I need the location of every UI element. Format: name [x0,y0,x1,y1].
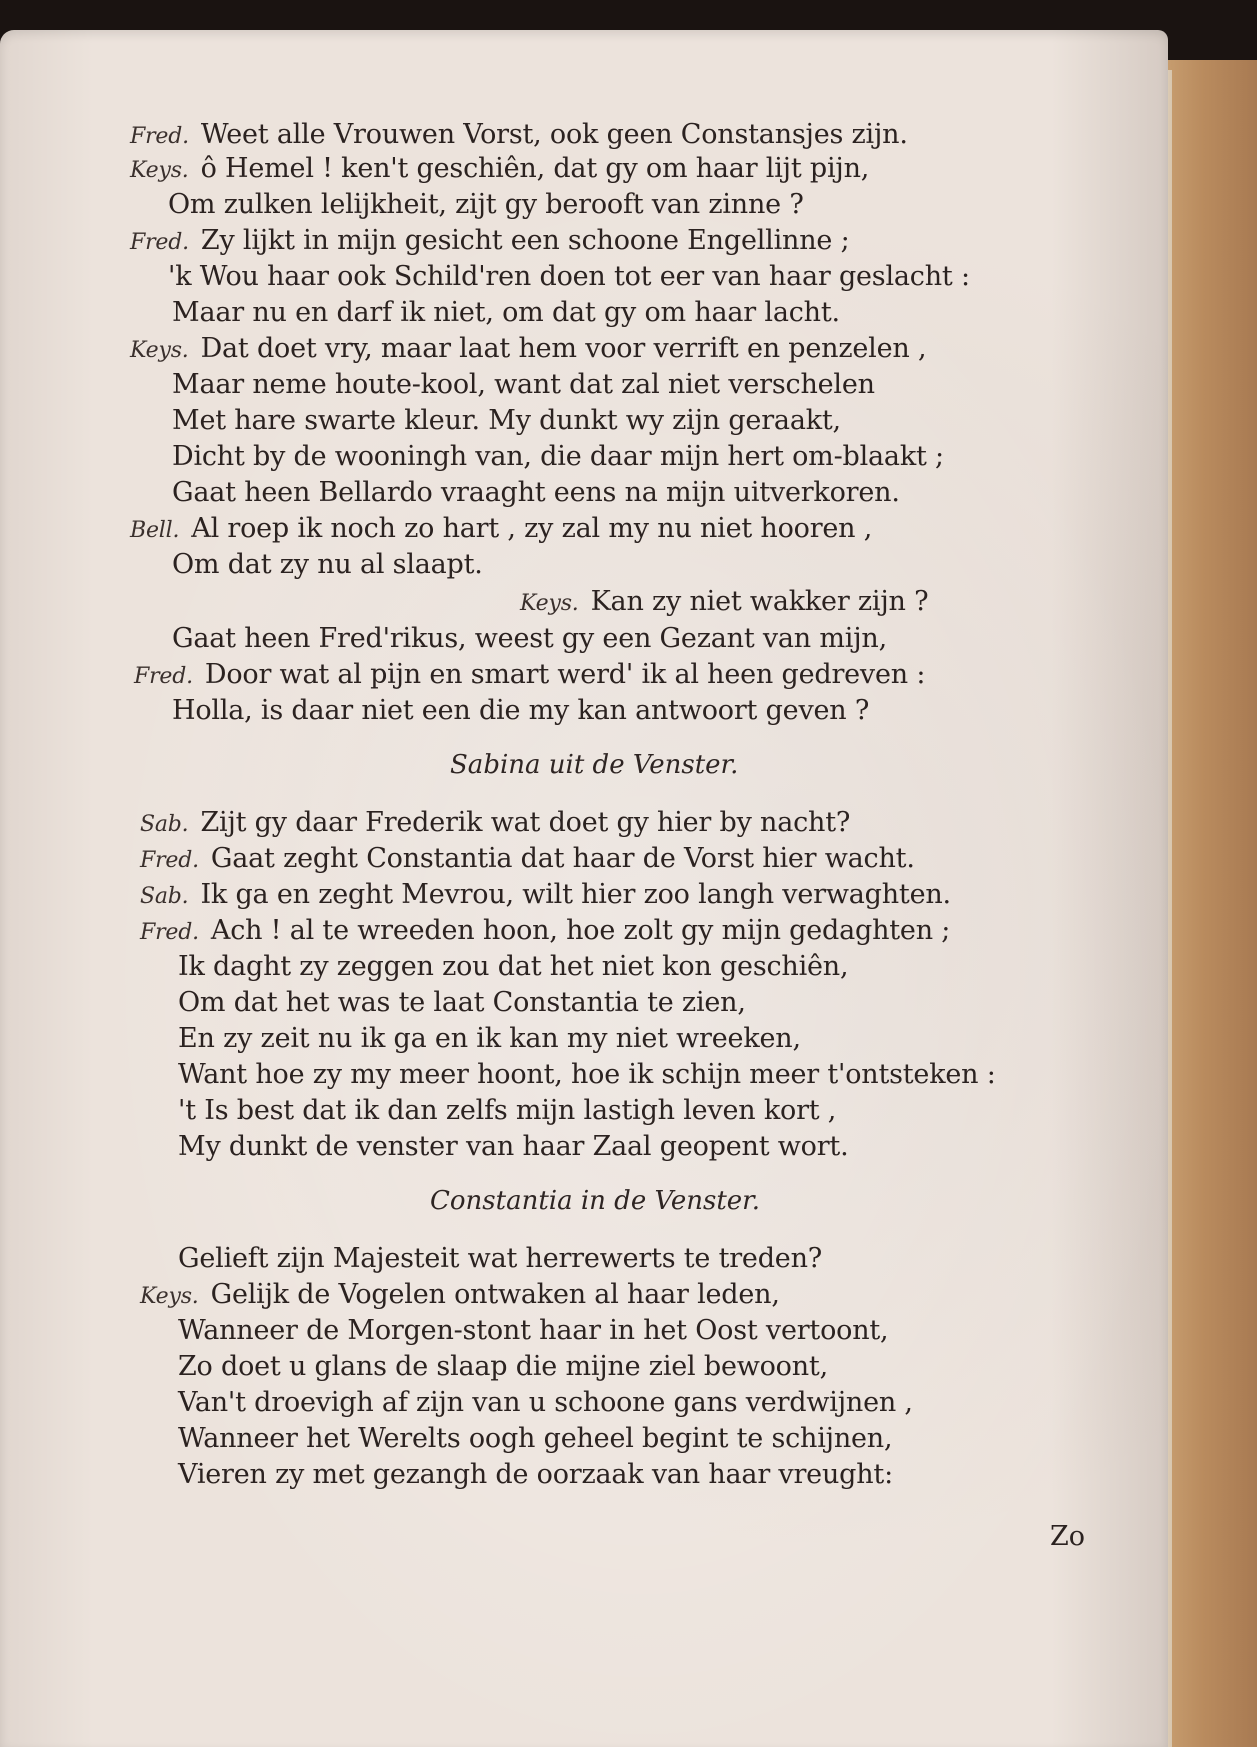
verse-line [130,118,908,154]
line-text: Ach ! al te wreeden hoon, hoe zolt gy mijn gedaghten ; [210,915,951,946]
verse-line [168,260,970,294]
line-text: Wanneer de Morgen-stont haar in het Oost vertoont, [178,1315,889,1346]
line-text: Maar nu en darf ik niet, om dat gy om haar lacht. [172,297,840,328]
line-text: Om zulken lelijkheit, zijt gy berooft van zinne ? [168,189,804,220]
verse-line [178,1242,822,1276]
speaker-label: Fred. [140,848,199,873]
line-text: Dat doet vry, maar laat hem voor verrift en penzelen , [200,333,927,364]
verse-line [172,476,900,510]
verse-line [172,440,944,474]
line-text: Zo doet u glans de slaap die mijne ziel bewoont, [178,1351,828,1382]
verse-line [140,806,850,842]
line-text: Gelijk de Vogelen ontwaken al haar leden, [210,1279,780,1310]
line-text: 't Is best dat ik dan zelfs mijn lastigh leven kort , [178,1095,837,1126]
line-text: Dicht by de wooningh van, die daar mijn hert om-blaakt ; [172,441,944,472]
verse-line [172,296,840,330]
verse-line [178,1350,828,1384]
line-text: Met hare swarte kleur. My dunkt wy zijn geraakt, [172,405,841,436]
speaker-label: Sab. [140,812,189,837]
verse-line [178,1422,892,1456]
line-text: Ik daght zy zeggen zou dat het niet kon geschiên, [178,951,849,982]
page-text [0,30,1168,1747]
verse-line [172,404,841,438]
line-text: En zy zeit nu ik ga en ik kan my niet wreeken, [178,1023,801,1054]
line-text: Maar neme houte-kool, want dat zal niet verschelen [172,369,875,400]
verse-line [140,914,950,950]
verse-line [178,1058,996,1092]
line-text: My dunkt de venster van haar Zaal geopent wort. [178,1131,849,1162]
verse-line [130,332,926,368]
verse-line [134,658,925,694]
verse-line [172,622,887,656]
line-text: Want hoe zy my meer hoont, hoe ik schijn meer t'ontsteken : [178,1059,996,1090]
catchword: Zo [1050,1521,1086,1552]
verse-line [178,950,848,984]
line-text: Gaat zeght Constantia dat haar de Vorst hier wacht. [210,843,915,874]
line-text: Om dat zy nu al slaapt. [172,549,483,580]
line-text: Weet alle Vrouwen Vorst, ook geen Constansjes zijn. [200,119,908,150]
speaker-label: Fred. [130,124,189,149]
line-text: Ik ga en zeght Mevrou, wilt hier zoo langh verwaghten. [200,879,951,910]
speaker-label: Keys. [520,591,579,616]
verse-line [130,512,872,548]
speaker-label: Fred. [134,664,193,689]
verse-line [130,224,849,260]
verse-line [140,878,951,914]
line-text: Gaat heen Bellardo vraaght eens na mijn uitverkoren. [172,477,900,508]
verse-line [178,1386,913,1420]
line-text: Door wat al pijn en smart werd' ik al heen gedreven : [204,659,926,690]
line-text: 'k Wou haar ook Schild'ren doen tot eer van haar geslacht : [168,261,970,292]
verse-line [178,1130,848,1164]
line-text: Wanneer het Werelts oogh geheel begint te schijnen, [178,1423,893,1454]
verse-line [130,152,869,188]
line-text: Gaat heen Fred'rikus, weest gy een Gezant van mijn, [172,623,887,654]
speaker-label: Fred. [130,230,189,255]
speaker-label: Keys. [130,338,189,363]
verse-line [172,548,483,582]
stage-direction-heading: Sabina uit de Venster. [450,750,739,780]
verse-line [178,1022,801,1056]
speaker-label: Keys. [130,158,189,183]
book-page [0,30,1168,1747]
speaker-label: Sab. [140,884,189,909]
line-text: Om dat het was te laat Constantia te zien, [178,987,746,1018]
line-text: Vieren zy met gezangh de oorzaak van haar vreught: [178,1459,893,1490]
line-text: Al roep ik noch zo hart , zy zal my nu niet hooren , [191,513,873,544]
verse-line [172,694,869,728]
verse-line [140,1278,780,1314]
stage-direction-heading: Constantia in de Venster. [430,1186,761,1216]
line-text: Kan zy niet wakker zijn ? [590,586,929,617]
line-text: Van't droevigh af zijn van u schoone gans verdwijnen , [178,1387,913,1418]
verse-line [520,585,928,621]
line-text: Holla, is daar niet een die my kan antwoort geven ? [172,695,870,726]
speaker-label: Bell. [130,518,180,543]
book-cover-edge [1160,60,1257,1747]
verse-line [178,986,746,1020]
line-text: Zijt gy daar Frederik wat doet gy hier by nacht? [200,807,851,838]
verse-line [178,1314,888,1348]
line-text: ô Hemel ! ken't geschiên, dat gy om haar lijt pijn, [200,153,870,184]
verse-line [178,1458,893,1492]
speaker-label: Fred. [140,920,199,945]
verse-line [168,188,804,222]
speaker-label: Keys. [140,1284,199,1309]
verse-line [178,1094,836,1128]
verse-line [172,368,875,402]
verse-line [140,842,915,878]
line-text: Gelieft zijn Majesteit wat herrewerts te treden? [178,1243,823,1274]
line-text: Zy lijkt in mijn gesicht een schoone Engellinne ; [200,225,850,256]
